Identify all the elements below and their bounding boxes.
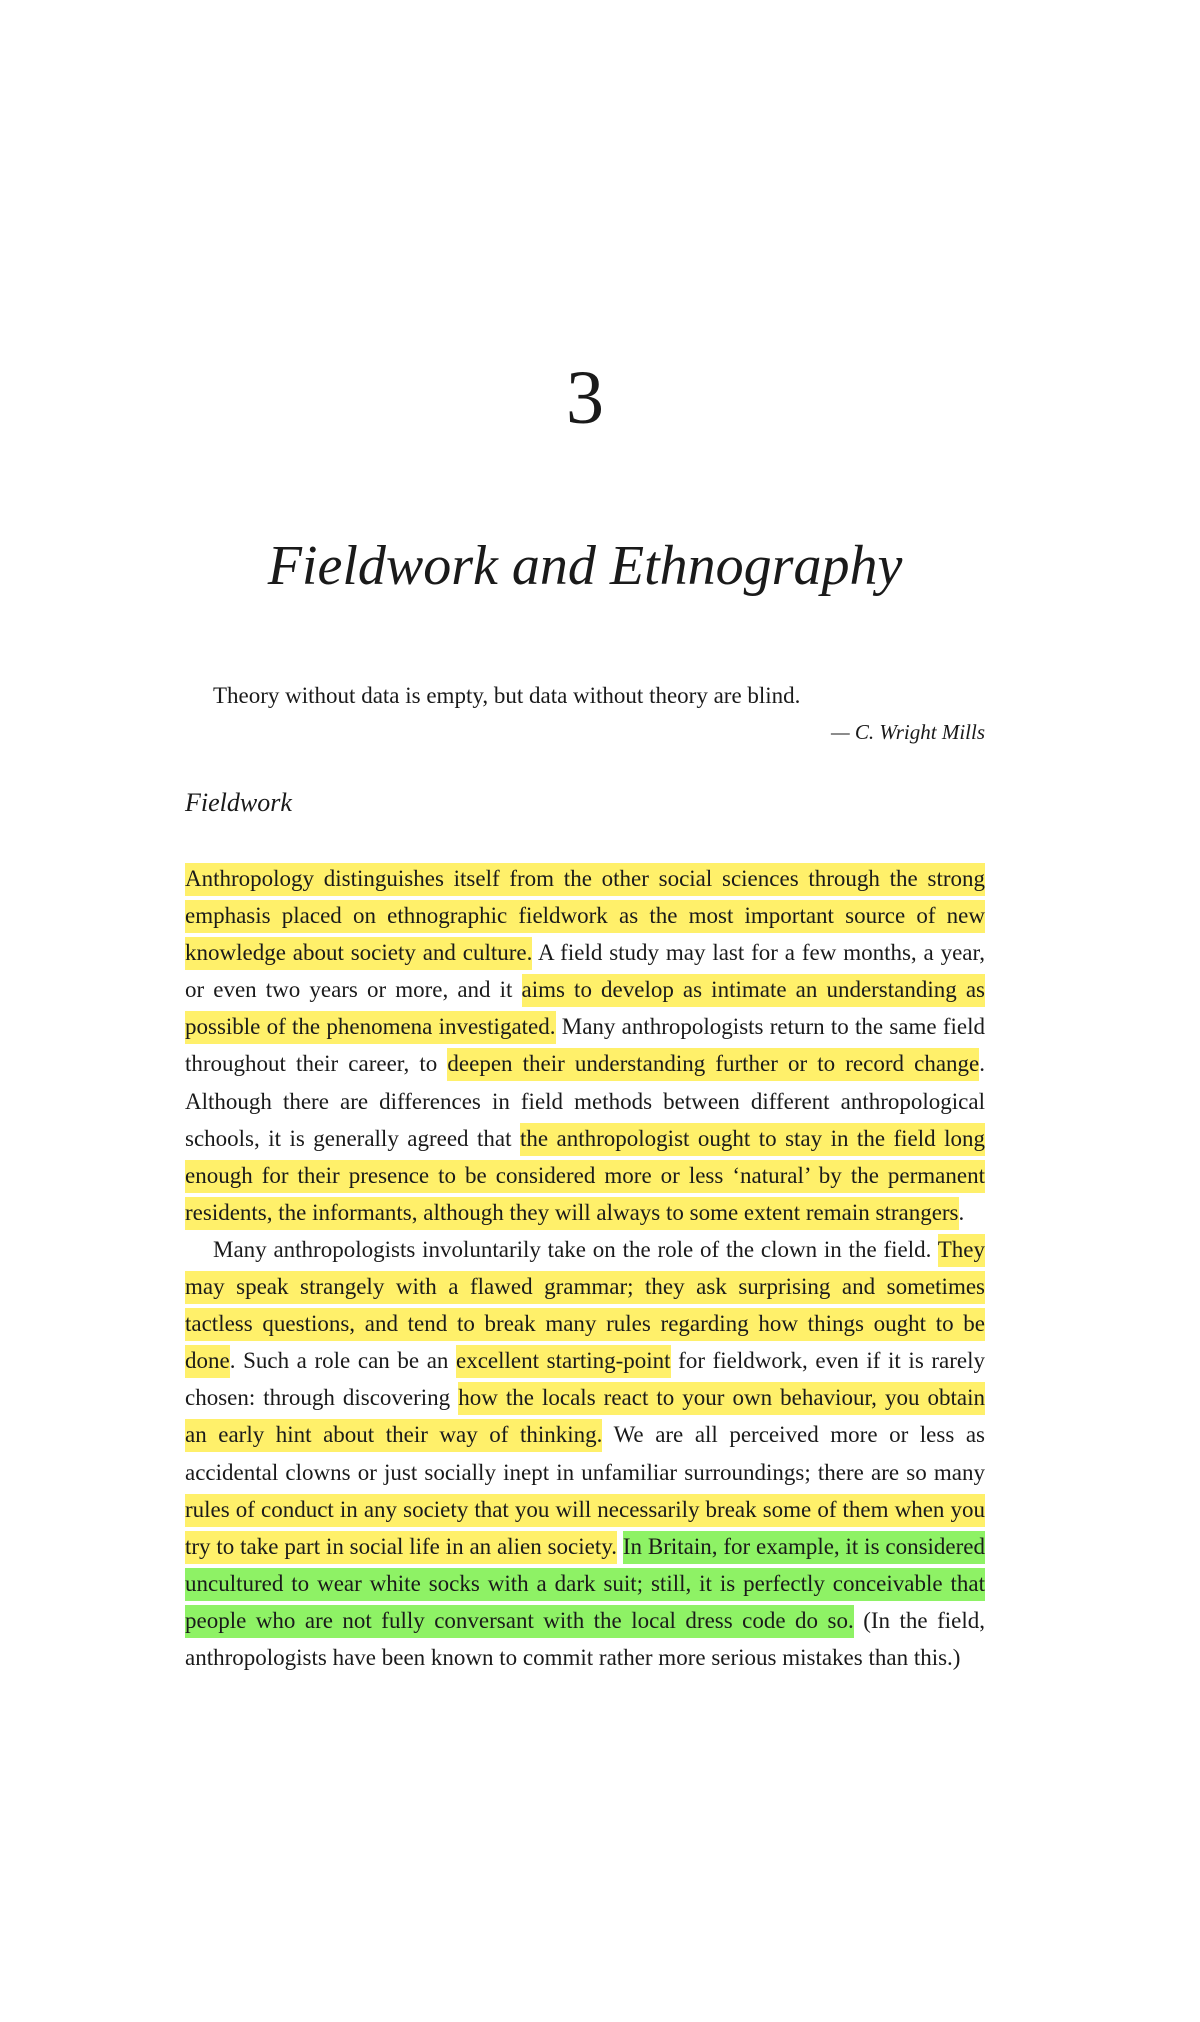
paragraph [185, 1231, 985, 1676]
text-span: Many anthropologists involuntarily take on the role of the clown in the field. [213, 1236, 938, 1262]
epigraph-quote: Theory without data is empty, but data without theory are blind. [213, 683, 801, 708]
text-span: We are all perceived more or less as accidental clowns or just socially inept in unfamiliar surroundings; there are so many [185, 1422, 985, 1485]
epigraph [185, 678, 985, 750]
paragraph [185, 860, 985, 1231]
highlighted-text: Anthropology distinguishes itself from the other social sciences through the strong emphasis placed on ethnographic fieldwork as the most important source of new knowledge about society and culture. [185, 863, 985, 970]
text-span: . Such a role can be an [229, 1348, 457, 1374]
body-text [185, 860, 985, 1676]
section-heading: Fieldwork [185, 788, 292, 817]
text-span: A field study may last for a few months, a year, or even two years or more, and it [185, 940, 985, 1003]
chapter-title: Fieldwork and Ethnography [267, 534, 903, 597]
text-span [617, 1534, 623, 1559]
highlighted-text: aims to develop as intimate an understanding as possible of the phenomena investigated. [185, 974, 985, 1044]
highlighted-text: They may speak strangely with a flawed grammar; they ask surprising and sometimes tactless questions, and tend to break many rules regarding how things ought to be done [185, 1234, 985, 1378]
epigraph-attribution: — C. Wright Mills [830, 720, 985, 744]
text-span: . [958, 1199, 965, 1225]
highlighted-text: rules of conduct in any society that you will necessarily break some of them when you try to take part in social life in an alien society. [185, 1494, 985, 1564]
chapter-number: 3 [566, 356, 604, 440]
text-span: Many anthropologists return to the same field throughout their career, to [185, 1014, 985, 1077]
highlighted-text: excellent starting-point [456, 1345, 671, 1378]
text-span: for fieldwork, even if it is rarely chosen: through discovering [185, 1348, 985, 1411]
text-span: . Although there are differences in field methods between different anthropological schools, it is generally agreed that [185, 1051, 985, 1151]
text-span: (In the field, anthropologists have been known to commit rather more serious mistakes than this.) [185, 1607, 985, 1670]
highlighted-text: the anthropologist ought to stay in the field long enough for their presence to be considered more or less ‘natural’ by the permanent residents, the informants, although they will always to some extent remain strangers [185, 1123, 985, 1230]
highlighted-text-green: In Britain, for example, it is considered uncultured to wear white socks with a dark suit; still, it is perfectly conceivable that people who are not fully conversant with the local dress code do so. [185, 1531, 985, 1638]
highlighted-text: how the locals react to your own behaviour, you obtain an early hint about their way of thinking. [185, 1382, 985, 1452]
highlighted-text: deepen their understanding further or to record change [447, 1048, 979, 1081]
